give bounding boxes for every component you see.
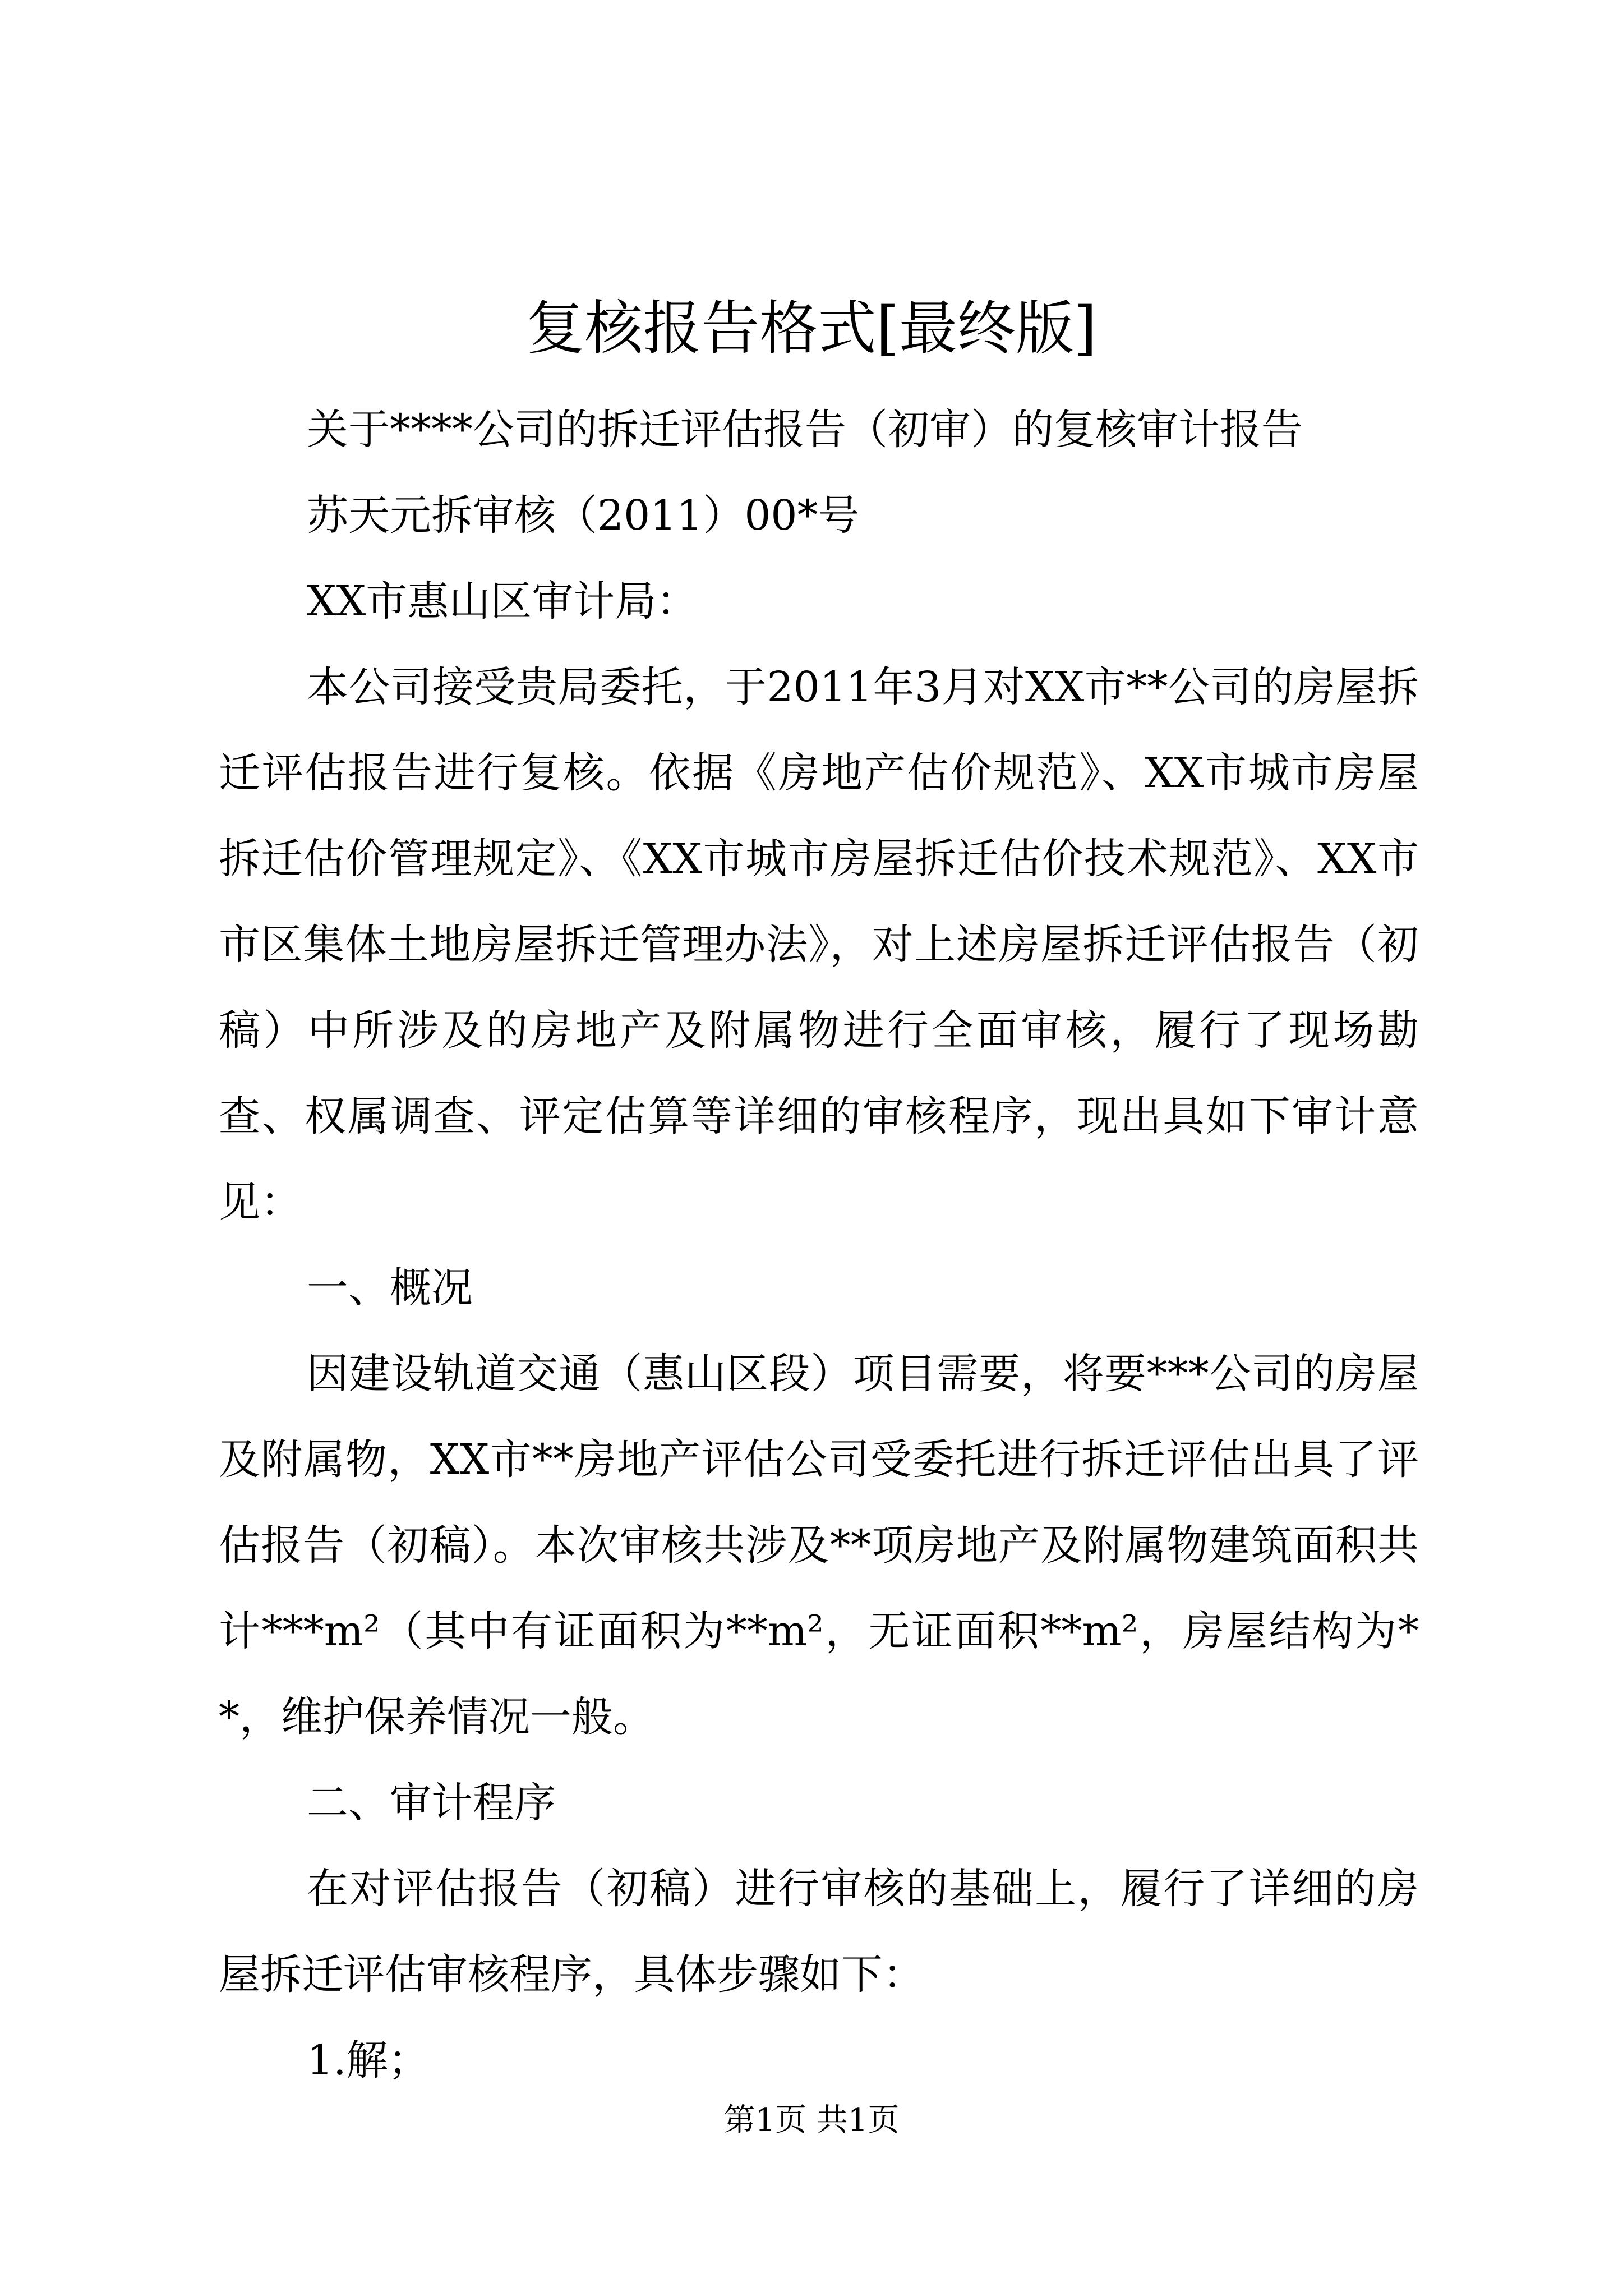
intro-paragraph: 本公司接受贵局委托，于2011年3月对XX市**公司的房屋拆迁评估报告进行复核。依据《房地产估价规范》、XX市城市房屋拆迁估价管理规定》、《XX市城市房屋拆迁估价技术规范》、XX市市区集体土地房屋拆迁管理办法》，对上述房屋拆迁评估报告（初稿）中所涉及的房地产及附属物进行全面审核，履行了现场勘查、权属调查、评定估算等详细的审核程序，现出具如下审计意见： bbox=[219, 663, 1419, 1226]
section-heading-overview: 一、概况 bbox=[307, 1264, 473, 1312]
page-footer: 第1页 共1页 bbox=[723, 2102, 900, 2138]
section-heading-audit-procedure: 二、审计程序 bbox=[307, 1779, 556, 1827]
recipient-line: XX市惠山区审计局： bbox=[307, 577, 698, 625]
document-body bbox=[219, 387, 1419, 2104]
report-heading: 关于****公司的拆迁评估报告（初审）的复核审计报告 bbox=[307, 406, 1303, 454]
document-title: 复核报告格式[最终版] bbox=[526, 294, 1097, 362]
procedure-step-1: 1.解； bbox=[307, 2036, 430, 2085]
report-number: 苏天元拆审核（2011）00*号 bbox=[307, 491, 860, 540]
audit-procedure-paragraph: 在对评估报告（初稿）进行审核的基础上，履行了详细的房屋拆迁评估审核程序，具体步骤如下： bbox=[219, 1865, 1419, 1999]
overview-paragraph: 因建设轨道交通（惠山区段）项目需要，将要***公司的房屋及附属物，XX市**房地产评估公司受委托进行拆迁评估出具了评估报告（初稿）。本次审核共涉及**项房地产及附属物建筑面积共计***m²（其中有证面积为**m²，无证面积**m²，房屋结构为**，维护保养情况一般。 bbox=[219, 1350, 1419, 1741]
